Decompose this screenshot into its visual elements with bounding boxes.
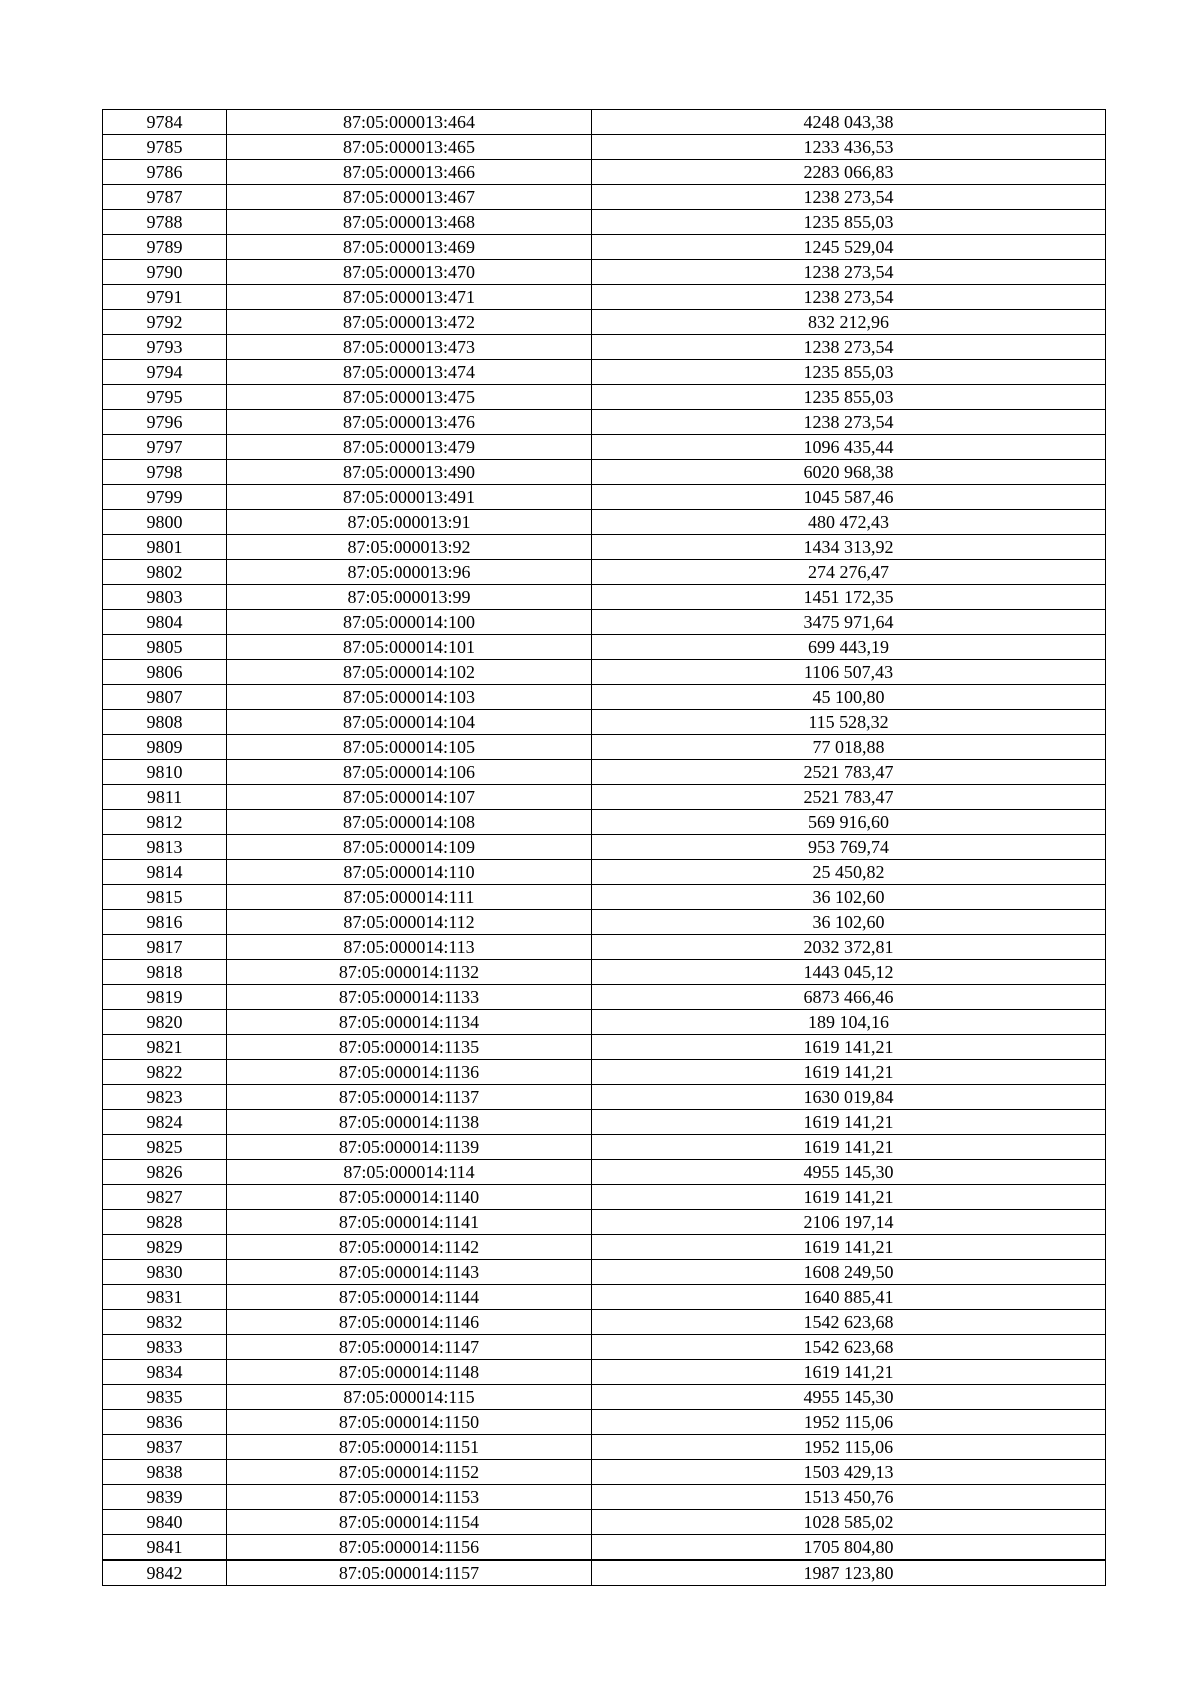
- table-row: [103, 710, 1106, 735]
- cadastral-value-cell: 1443 045,12: [592, 960, 1106, 985]
- row-number-cell: 9820: [103, 1010, 227, 1035]
- table-row: [103, 1310, 1106, 1335]
- cadastral-value-cell: 1608 249,50: [592, 1260, 1106, 1285]
- table-row: [103, 360, 1106, 385]
- cadastral-number-cell: 87:05:000014:1133: [227, 985, 592, 1010]
- table-body: [103, 110, 1106, 1586]
- cadastral-value-cell: 77 018,88: [592, 735, 1106, 760]
- cadastral-number-cell: 87:05:000014:1136: [227, 1060, 592, 1085]
- cadastral-number-cell: 87:05:000014:102: [227, 660, 592, 685]
- row-number-cell: 9794: [103, 360, 227, 385]
- table-row: [103, 1385, 1106, 1410]
- row-number-cell: 9807: [103, 685, 227, 710]
- cadastral-number-cell: 87:05:000013:470: [227, 260, 592, 285]
- cadastral-number-cell: 87:05:000013:473: [227, 335, 592, 360]
- cadastral-value-cell: 4955 145,30: [592, 1385, 1106, 1410]
- row-number-cell: 9792: [103, 310, 227, 335]
- table-row: [103, 135, 1106, 160]
- table-row: [103, 910, 1106, 935]
- row-number-cell: 9785: [103, 135, 227, 160]
- row-number-cell: 9825: [103, 1135, 227, 1160]
- table-row: [103, 685, 1106, 710]
- table-row: [103, 310, 1106, 335]
- table-row: [103, 785, 1106, 810]
- table-row: [103, 835, 1106, 860]
- cadastral-number-cell: 87:05:000014:1143: [227, 1260, 592, 1285]
- cadastral-value-cell: 480 472,43: [592, 510, 1106, 535]
- table-row: [103, 1360, 1106, 1385]
- table-row: [103, 610, 1106, 635]
- cadastral-number-cell: 87:05:000014:110: [227, 860, 592, 885]
- cadastral-value-cell: 1235 855,03: [592, 210, 1106, 235]
- cadastral-number-cell: 87:05:000014:106: [227, 760, 592, 785]
- table-row: [103, 1010, 1106, 1035]
- table-row: [103, 260, 1106, 285]
- row-number-cell: 9811: [103, 785, 227, 810]
- cadastral-value-cell: 569 916,60: [592, 810, 1106, 835]
- cadastral-value-cell: 1619 141,21: [592, 1360, 1106, 1385]
- cadastral-value-cell: 1503 429,13: [592, 1460, 1106, 1485]
- row-number-cell: 9826: [103, 1160, 227, 1185]
- cadastral-number-cell: 87:05:000014:109: [227, 835, 592, 860]
- table-row: [103, 1060, 1106, 1085]
- row-number-cell: 9819: [103, 985, 227, 1010]
- cadastral-number-cell: 87:05:000013:91: [227, 510, 592, 535]
- cadastral-value-cell: 1238 273,54: [592, 185, 1106, 210]
- cadastral-number-cell: 87:05:000014:107: [227, 785, 592, 810]
- table-row: [103, 1260, 1106, 1285]
- row-number-cell: 9803: [103, 585, 227, 610]
- cadastral-value-cell: 1238 273,54: [592, 260, 1106, 285]
- table-row: [103, 1335, 1106, 1360]
- cadastral-value-cell: 1235 855,03: [592, 360, 1106, 385]
- row-number-cell: 9795: [103, 385, 227, 410]
- cadastral-value-cell: 1045 587,46: [592, 485, 1106, 510]
- cadastral-number-cell: 87:05:000014:1140: [227, 1185, 592, 1210]
- table-row: [103, 235, 1106, 260]
- cadastral-number-cell: 87:05:000013:469: [227, 235, 592, 260]
- cadastral-number-cell: 87:05:000013:490: [227, 460, 592, 485]
- row-number-cell: 9784: [103, 110, 227, 135]
- row-number-cell: 9824: [103, 1110, 227, 1135]
- cadastral-value-cell: 1238 273,54: [592, 285, 1106, 310]
- cadastral-value-cell: 6873 466,46: [592, 985, 1106, 1010]
- cadastral-value-cell: 1640 885,41: [592, 1285, 1106, 1310]
- cadastral-value-cell: 6020 968,38: [592, 460, 1106, 485]
- table-row: [103, 1185, 1106, 1210]
- cadastral-number-cell: 87:05:000014:1134: [227, 1010, 592, 1035]
- table-row: [103, 660, 1106, 685]
- cadastral-value-cell: 274 276,47: [592, 560, 1106, 585]
- cadastral-number-cell: 87:05:000014:1152: [227, 1460, 592, 1485]
- cadastral-value-cell: 1619 141,21: [592, 1110, 1106, 1135]
- cadastral-number-cell: 87:05:000014:100: [227, 610, 592, 635]
- cadastral-value-cell: 1619 141,21: [592, 1135, 1106, 1160]
- cadastral-value-cell: 2521 783,47: [592, 760, 1106, 785]
- row-number-cell: 9821: [103, 1035, 227, 1060]
- cadastral-value-cell: 45 100,80: [592, 685, 1106, 710]
- table-row: [103, 1035, 1106, 1060]
- row-number-cell: 9832: [103, 1310, 227, 1335]
- cadastral-number-cell: 87:05:000014:108: [227, 810, 592, 835]
- row-number-cell: 9786: [103, 160, 227, 185]
- table-row: [103, 460, 1106, 485]
- row-number-cell: 9842: [103, 1560, 227, 1586]
- cadastral-value-cell: 1952 115,06: [592, 1410, 1106, 1435]
- cadastral-value-cell: 1619 141,21: [592, 1035, 1106, 1060]
- cadastral-value-cell: 1619 141,21: [592, 1235, 1106, 1260]
- table-row: [103, 1235, 1106, 1260]
- cadastral-value-cell: 1542 623,68: [592, 1335, 1106, 1360]
- row-number-cell: 9823: [103, 1085, 227, 1110]
- table-row: [103, 1160, 1106, 1185]
- table-row: [103, 735, 1106, 760]
- cadastral-number-cell: 87:05:000013:464: [227, 110, 592, 135]
- cadastral-number-cell: 87:05:000014:1142: [227, 1235, 592, 1260]
- cadastral-value-cell: 115 528,32: [592, 710, 1106, 735]
- table-row: [103, 1110, 1106, 1135]
- table-row: [103, 485, 1106, 510]
- cadastral-value-cell: 1513 450,76: [592, 1485, 1106, 1510]
- table-row: [103, 1535, 1106, 1561]
- cadastral-number-cell: 87:05:000014:1138: [227, 1110, 592, 1135]
- cadastral-value-cell: 1238 273,54: [592, 410, 1106, 435]
- cadastral-number-cell: 87:05:000014:1146: [227, 1310, 592, 1335]
- cadastral-number-cell: 87:05:000014:1147: [227, 1335, 592, 1360]
- cadastral-value-cell: 1233 436,53: [592, 135, 1106, 160]
- row-number-cell: 9840: [103, 1510, 227, 1535]
- cadastral-number-cell: 87:05:000014:111: [227, 885, 592, 910]
- row-number-cell: 9827: [103, 1185, 227, 1210]
- table-row: [103, 1560, 1106, 1586]
- row-number-cell: 9831: [103, 1285, 227, 1310]
- cadastral-value-cell: 36 102,60: [592, 910, 1106, 935]
- table-row: [103, 1085, 1106, 1110]
- row-number-cell: 9797: [103, 435, 227, 460]
- cadastral-value-cell: 2106 197,14: [592, 1210, 1106, 1235]
- row-number-cell: 9798: [103, 460, 227, 485]
- row-number-cell: 9817: [103, 935, 227, 960]
- row-number-cell: 9816: [103, 910, 227, 935]
- row-number-cell: 9835: [103, 1385, 227, 1410]
- row-number-cell: 9802: [103, 560, 227, 585]
- row-number-cell: 9801: [103, 535, 227, 560]
- cadastral-value-cell: 1451 172,35: [592, 585, 1106, 610]
- table-row: [103, 410, 1106, 435]
- row-number-cell: 9789: [103, 235, 227, 260]
- row-number-cell: 9793: [103, 335, 227, 360]
- cadastral-number-cell: 87:05:000013:467: [227, 185, 592, 210]
- row-number-cell: 9796: [103, 410, 227, 435]
- table-row: [103, 560, 1106, 585]
- cadastral-value-cell: 189 104,16: [592, 1010, 1106, 1035]
- row-number-cell: 9833: [103, 1335, 227, 1360]
- row-number-cell: 9813: [103, 835, 227, 860]
- table-row: [103, 535, 1106, 560]
- table-row: [103, 1210, 1106, 1235]
- row-number-cell: 9838: [103, 1460, 227, 1485]
- table-row: [103, 635, 1106, 660]
- cadastral-value-cell: 1238 273,54: [592, 335, 1106, 360]
- cadastral-number-cell: 87:05:000013:99: [227, 585, 592, 610]
- cadastral-value-table: [102, 109, 1106, 1586]
- table-row: [103, 1460, 1106, 1485]
- cadastral-value-cell: 4955 145,30: [592, 1160, 1106, 1185]
- row-number-cell: 9839: [103, 1485, 227, 1510]
- row-number-cell: 9828: [103, 1210, 227, 1235]
- cadastral-value-cell: 3475 971,64: [592, 610, 1106, 635]
- row-number-cell: 9799: [103, 485, 227, 510]
- row-number-cell: 9836: [103, 1410, 227, 1435]
- row-number-cell: 9808: [103, 710, 227, 735]
- cadastral-number-cell: 87:05:000014:113: [227, 935, 592, 960]
- cadastral-number-cell: 87:05:000014:1148: [227, 1360, 592, 1385]
- row-number-cell: 9805: [103, 635, 227, 660]
- cadastral-number-cell: 87:05:000013:471: [227, 285, 592, 310]
- cadastral-number-cell: 87:05:000014:101: [227, 635, 592, 660]
- table-row: [103, 435, 1106, 460]
- table-row: [103, 1435, 1106, 1460]
- cadastral-number-cell: 87:05:000014:1135: [227, 1035, 592, 1060]
- row-number-cell: 9837: [103, 1435, 227, 1460]
- row-number-cell: 9814: [103, 860, 227, 885]
- table-row: [103, 335, 1106, 360]
- table-row: [103, 860, 1106, 885]
- cadastral-number-cell: 87:05:000014:1154: [227, 1510, 592, 1535]
- cadastral-value-cell: 1987 123,80: [592, 1560, 1106, 1586]
- cadastral-number-cell: 87:05:000013:466: [227, 160, 592, 185]
- cadastral-number-cell: 87:05:000014:1141: [227, 1210, 592, 1235]
- cadastral-value-cell: 832 212,96: [592, 310, 1106, 335]
- row-number-cell: 9809: [103, 735, 227, 760]
- table-row: [103, 1510, 1106, 1535]
- cadastral-number-cell: 87:05:000014:1156: [227, 1535, 592, 1561]
- cadastral-number-cell: 87:05:000014:114: [227, 1160, 592, 1185]
- cadastral-number-cell: 87:05:000013:475: [227, 385, 592, 410]
- table-row: [103, 935, 1106, 960]
- cadastral-number-cell: 87:05:000013:465: [227, 135, 592, 160]
- cadastral-number-cell: 87:05:000013:491: [227, 485, 592, 510]
- row-number-cell: 9788: [103, 210, 227, 235]
- row-number-cell: 9829: [103, 1235, 227, 1260]
- cadastral-number-cell: 87:05:000014:1150: [227, 1410, 592, 1435]
- table-row: [103, 210, 1106, 235]
- cadastral-number-cell: 87:05:000014:1139: [227, 1135, 592, 1160]
- cadastral-number-cell: 87:05:000013:96: [227, 560, 592, 585]
- table-row: [103, 760, 1106, 785]
- cadastral-value-cell: 1952 115,06: [592, 1435, 1106, 1460]
- table-row: [103, 285, 1106, 310]
- row-number-cell: 9800: [103, 510, 227, 535]
- row-number-cell: 9818: [103, 960, 227, 985]
- cadastral-number-cell: 87:05:000014:1144: [227, 1285, 592, 1310]
- cadastral-number-cell: 87:05:000013:479: [227, 435, 592, 460]
- cadastral-value-cell: 1106 507,43: [592, 660, 1106, 685]
- cadastral-value-cell: 36 102,60: [592, 885, 1106, 910]
- table-row: [103, 1135, 1106, 1160]
- cadastral-number-cell: 87:05:000014:103: [227, 685, 592, 710]
- table-row: [103, 585, 1106, 610]
- row-number-cell: 9822: [103, 1060, 227, 1085]
- row-number-cell: 9791: [103, 285, 227, 310]
- cadastral-value-cell: 1096 435,44: [592, 435, 1106, 460]
- row-number-cell: 9830: [103, 1260, 227, 1285]
- row-number-cell: 9812: [103, 810, 227, 835]
- cadastral-value-cell: 1235 855,03: [592, 385, 1106, 410]
- cadastral-number-cell: 87:05:000014:1153: [227, 1485, 592, 1510]
- cadastral-number-cell: 87:05:000013:474: [227, 360, 592, 385]
- cadastral-value-cell: 1705 804,80: [592, 1535, 1106, 1561]
- cadastral-number-cell: 87:05:000013:476: [227, 410, 592, 435]
- cadastral-value-cell: 2032 372,81: [592, 935, 1106, 960]
- table-row: [103, 960, 1106, 985]
- table-row: [103, 985, 1106, 1010]
- cadastral-value-cell: 2283 066,83: [592, 160, 1106, 185]
- cadastral-value-cell: 699 443,19: [592, 635, 1106, 660]
- cadastral-value-cell: 1542 623,68: [592, 1310, 1106, 1335]
- cadastral-value-cell: 1619 141,21: [592, 1185, 1106, 1210]
- table-row: [103, 110, 1106, 135]
- cadastral-value-cell: 2521 783,47: [592, 785, 1106, 810]
- cadastral-number-cell: 87:05:000014:1137: [227, 1085, 592, 1110]
- table-row: [103, 385, 1106, 410]
- table-row: [103, 160, 1106, 185]
- row-number-cell: 9815: [103, 885, 227, 910]
- row-number-cell: 9806: [103, 660, 227, 685]
- cadastral-number-cell: 87:05:000014:112: [227, 910, 592, 935]
- cadastral-number-cell: 87:05:000014:1132: [227, 960, 592, 985]
- cadastral-value-cell: 25 450,82: [592, 860, 1106, 885]
- row-number-cell: 9834: [103, 1360, 227, 1385]
- cadastral-number-cell: 87:05:000013:472: [227, 310, 592, 335]
- cadastral-value-cell: 953 769,74: [592, 835, 1106, 860]
- row-number-cell: 9804: [103, 610, 227, 635]
- cadastral-value-cell: 1028 585,02: [592, 1510, 1106, 1535]
- table-row: [103, 1485, 1106, 1510]
- table-row: [103, 810, 1106, 835]
- table-row: [103, 510, 1106, 535]
- cadastral-number-cell: 87:05:000014:1157: [227, 1560, 592, 1586]
- cadastral-value-cell: 1619 141,21: [592, 1060, 1106, 1085]
- cadastral-value-cell: 1245 529,04: [592, 235, 1106, 260]
- cadastral-number-cell: 87:05:000014:104: [227, 710, 592, 735]
- cadastral-number-cell: 87:05:000014:1151: [227, 1435, 592, 1460]
- cadastral-value-cell: 4248 043,38: [592, 110, 1106, 135]
- row-number-cell: 9787: [103, 185, 227, 210]
- cadastral-number-cell: 87:05:000013:468: [227, 210, 592, 235]
- row-number-cell: 9810: [103, 760, 227, 785]
- table-row: [103, 1285, 1106, 1310]
- cadastral-number-cell: 87:05:000013:92: [227, 535, 592, 560]
- cadastral-number-cell: 87:05:000014:115: [227, 1385, 592, 1410]
- row-number-cell: 9790: [103, 260, 227, 285]
- table-row: [103, 885, 1106, 910]
- table-row: [103, 185, 1106, 210]
- table-row: [103, 1410, 1106, 1435]
- row-number-cell: 9841: [103, 1535, 227, 1561]
- cadastral-number-cell: 87:05:000014:105: [227, 735, 592, 760]
- cadastral-value-cell: 1434 313,92: [592, 535, 1106, 560]
- cadastral-value-cell: 1630 019,84: [592, 1085, 1106, 1110]
